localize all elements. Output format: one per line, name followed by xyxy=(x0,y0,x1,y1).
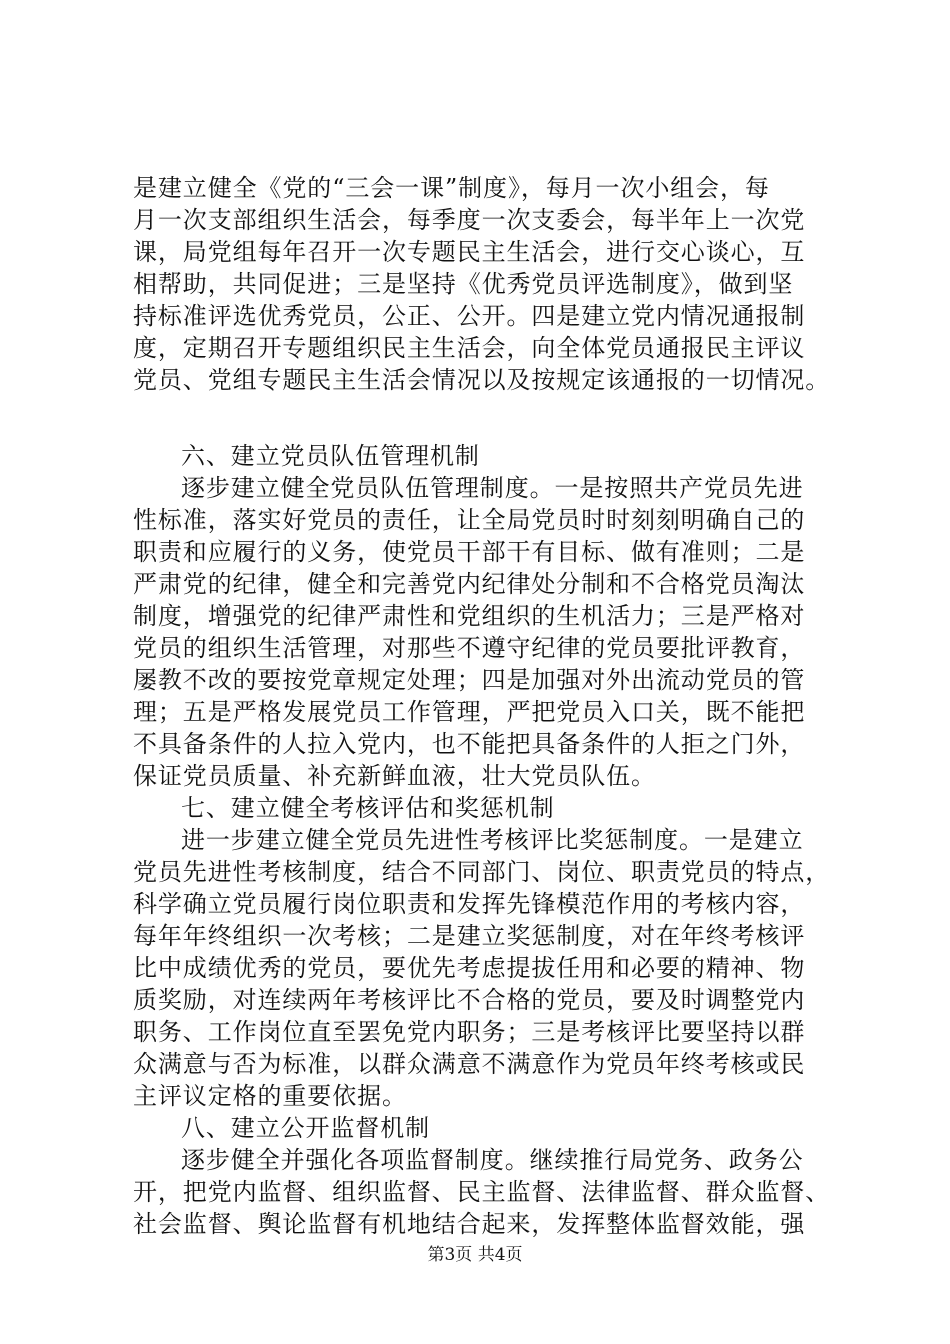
page-number-footer: 第3页 共4页 xyxy=(427,1245,523,1265)
text-line: 社会监督、舆论监督有机地结合起来，发挥整体监督效能，强 xyxy=(133,1210,806,1238)
text-line: 比中成绩优秀的党员，要优先考虑提拔任用和必要的精神、物 xyxy=(133,954,806,982)
text-line: 月一次支部组织生活会，每季度一次支委会，每半年上一次党 xyxy=(133,206,806,234)
text-line: 是建立健全《党的“三会一课”制度》，每月一次小组会，每 xyxy=(133,174,770,202)
text-line: 众满意与否为标准，以群众满意不满意作为党员年终考核或民 xyxy=(133,1050,806,1078)
text-line: 度，定期召开专题组织民主生活会，向全体党员通报民主评议 xyxy=(133,334,806,362)
text-line: 保证党员质量、补充新鲜血液，壮大党员队伍。 xyxy=(133,762,656,790)
text-line: 每年年终组织一次考核；二是建立奖惩制度，对在年终考核评 xyxy=(133,922,806,950)
text-line: 逐步建立健全党员队伍管理制度。一是按照共产党员先进 xyxy=(181,474,804,502)
text-line: 主评议定格的重要依据。 xyxy=(133,1082,407,1110)
text-line: 职责和应履行的义务，使党员干部干有目标、做有准则；二是 xyxy=(133,538,806,566)
text-line: 职务、工作岗位直至罢免党内职务；三是考核评比要坚持以群 xyxy=(133,1018,806,1046)
paragraph-gap xyxy=(133,396,833,440)
text-line: 不具备条件的人拉入党内，也不能把具备条件的人拒之门外， xyxy=(133,730,806,758)
text-line: 持标准评选优秀党员，公正、公开。四是建立党内情况通报制 xyxy=(133,302,806,330)
text-line: 制度，增强党的纪律严肃性和党组织的生机活力；三是严格对 xyxy=(133,602,806,630)
text-line: 课，局党组每年召开一次专题民主生活会，进行交心谈心，互 xyxy=(133,238,806,266)
text-line: 性标准，落实好党员的责任，让全局党员时时刻刻明确自己的 xyxy=(133,506,806,534)
section-heading: 七、建立健全考核评估和奖惩机制 xyxy=(181,794,555,822)
text-line: 屡教不改的要按党章规定处理；四是加强对外出流动党员的管 xyxy=(133,666,806,694)
text-line: 质奖励，对连续两年考核评比不合格的党员，要及时调整党内 xyxy=(133,986,806,1014)
text-line: 党员先进性考核制度，结合不同部门、岗位、职责党员的特点， xyxy=(133,858,831,886)
section-heading: 八、建立公开监督机制 xyxy=(181,1114,430,1142)
text-line: 理；五是严格发展党员工作管理，严把党员入口关，既不能把 xyxy=(133,698,806,726)
text-line: 开，把党内监督、组织监督、民主监督、法律监督、群众监督、 xyxy=(133,1178,831,1206)
text-line: 逐步健全并强化各项监督制度。继续推行局党务、政务公 xyxy=(181,1146,804,1174)
text-line: 党员、党组专题民主生活会情况以及按规定该通报的一切情况。 xyxy=(133,366,831,394)
document-body xyxy=(133,172,833,1240)
text-line: 科学确立党员履行岗位职责和发挥先锋模范作用的考核内容， xyxy=(133,890,806,918)
text-line: 进一步建立健全党员先进性考核评比奖惩制度。一是建立 xyxy=(181,826,804,854)
text-line: 党员的组织生活管理，对那些不遵守纪律的党员要批评教育， xyxy=(133,634,806,662)
section-heading: 六、建立党员队伍管理机制 xyxy=(181,442,480,470)
text-line: 严肃党的纪律，健全和完善党内纪律处分制和不合格党员淘汰 xyxy=(133,570,806,598)
text-line: 相帮助，共同促进；三是坚持《优秀党员评选制度》，做到坚 xyxy=(133,270,794,298)
